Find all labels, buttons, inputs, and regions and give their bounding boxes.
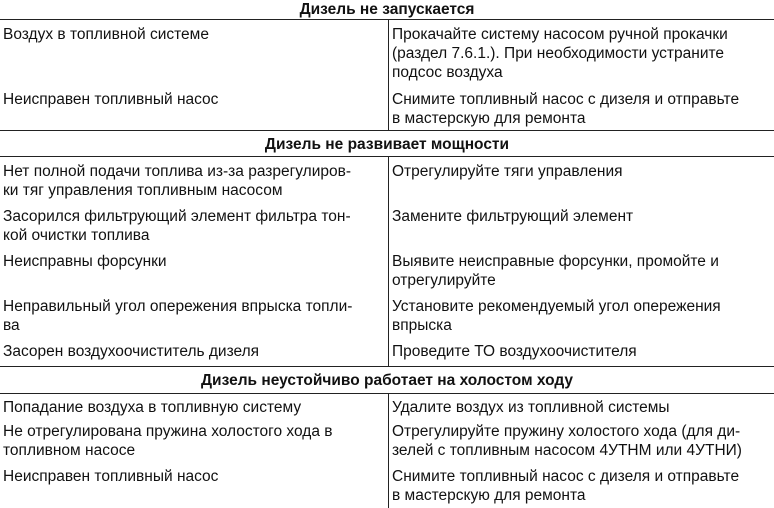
cause-line: ки тяг управления топливным насосом (3, 182, 283, 199)
remedy-cell (392, 207, 772, 226)
remedy-line: Удалите воздух из топливной системы (392, 399, 670, 416)
cause-cell (3, 252, 385, 271)
cause-line: Неисправен топливный насос (3, 91, 219, 108)
table-rule (0, 156, 774, 157)
cause-line: Неправильный угол опережения впрыска топли- (3, 298, 353, 315)
cause-cell (3, 422, 385, 460)
remedy-cell (392, 422, 772, 460)
remedy-line: в мастерскую для ремонта (392, 487, 586, 504)
cause-line: кой очистки топлива (3, 227, 150, 244)
remedy-line: Прокачайте систему насосом ручной прокачки (392, 26, 728, 43)
remedy-cell (392, 342, 772, 361)
remedy-line: Снимите топливный насос с дизеля и отправьте (392, 91, 740, 108)
remedy-cell (392, 25, 772, 82)
cause-line: Засорился фильтрующий элемент фильтра тон- (3, 208, 351, 225)
cause-cell (3, 90, 385, 109)
table-rule (0, 366, 774, 367)
column-divider (388, 393, 389, 508)
table-rule (0, 19, 774, 20)
remedy-line: Снимите топливный насос с дизеля и отправьте (392, 468, 740, 485)
remedy-line: Проведите ТО воздухоочистителя (392, 343, 637, 360)
cause-cell (3, 342, 385, 361)
remedy-line: впрыска (392, 317, 452, 334)
table-rule (0, 393, 774, 394)
remedy-cell (392, 162, 772, 181)
cause-line: топливном насосе (3, 442, 136, 459)
cause-line: Засорен воздухоочиститель дизеля (3, 343, 260, 360)
remedy-line: зелей с топливным насосом 4УТНМ или 4УТНИ) (392, 442, 742, 459)
column-divider (388, 156, 389, 366)
section-heading: Дизель неустойчиво работает на холостом ходу (201, 372, 573, 389)
remedy-line: подсос воздуха (392, 64, 503, 81)
section-heading: Дизель не развивает мощности (264, 136, 510, 153)
remedy-cell (392, 252, 772, 290)
remedy-line: (раздел 7.6.1.). При необходимости устраните (392, 45, 725, 62)
column-divider (388, 19, 389, 130)
remedy-cell (392, 467, 772, 505)
remedy-line: в мастерскую для ремонта (392, 110, 586, 127)
cause-line: ва (3, 317, 20, 334)
remedy-line: Отрегулируйте пружину холостого хода (для ди- (392, 423, 741, 440)
remedy-cell (392, 90, 772, 128)
remedy-line: Замените фильтрующий элемент (392, 208, 634, 225)
cause-cell (3, 207, 385, 245)
cause-cell (3, 297, 385, 335)
remedy-cell (392, 297, 772, 335)
cause-line: Нет полной подачи топлива из-за разрегулиров- (3, 163, 352, 180)
cause-cell (3, 398, 385, 417)
remedy-cell (392, 398, 772, 417)
cause-cell (3, 467, 385, 486)
cause-cell (3, 25, 385, 44)
section-heading: Дизель не запускается (299, 1, 475, 18)
cause-line: Неисправны форсунки (3, 253, 167, 270)
remedy-line: Установите рекомендуемый угол опережения (392, 298, 721, 315)
cause-line: Неисправен топливный насос (3, 468, 219, 485)
table-rule (0, 130, 774, 131)
cause-cell (3, 162, 385, 200)
remedy-line: отрегулируйте (392, 272, 496, 289)
remedy-line: Отрегулируйте тяги управления (392, 163, 623, 180)
cause-line: Попадание воздуха в топливную систему (3, 399, 302, 416)
cause-line: Воздух в топливной системе (3, 26, 209, 43)
remedy-line: Выявите неисправные форсунки, промойте и (392, 253, 719, 270)
cause-line: Не отрегулирована пружина холостого хода в (3, 423, 333, 440)
